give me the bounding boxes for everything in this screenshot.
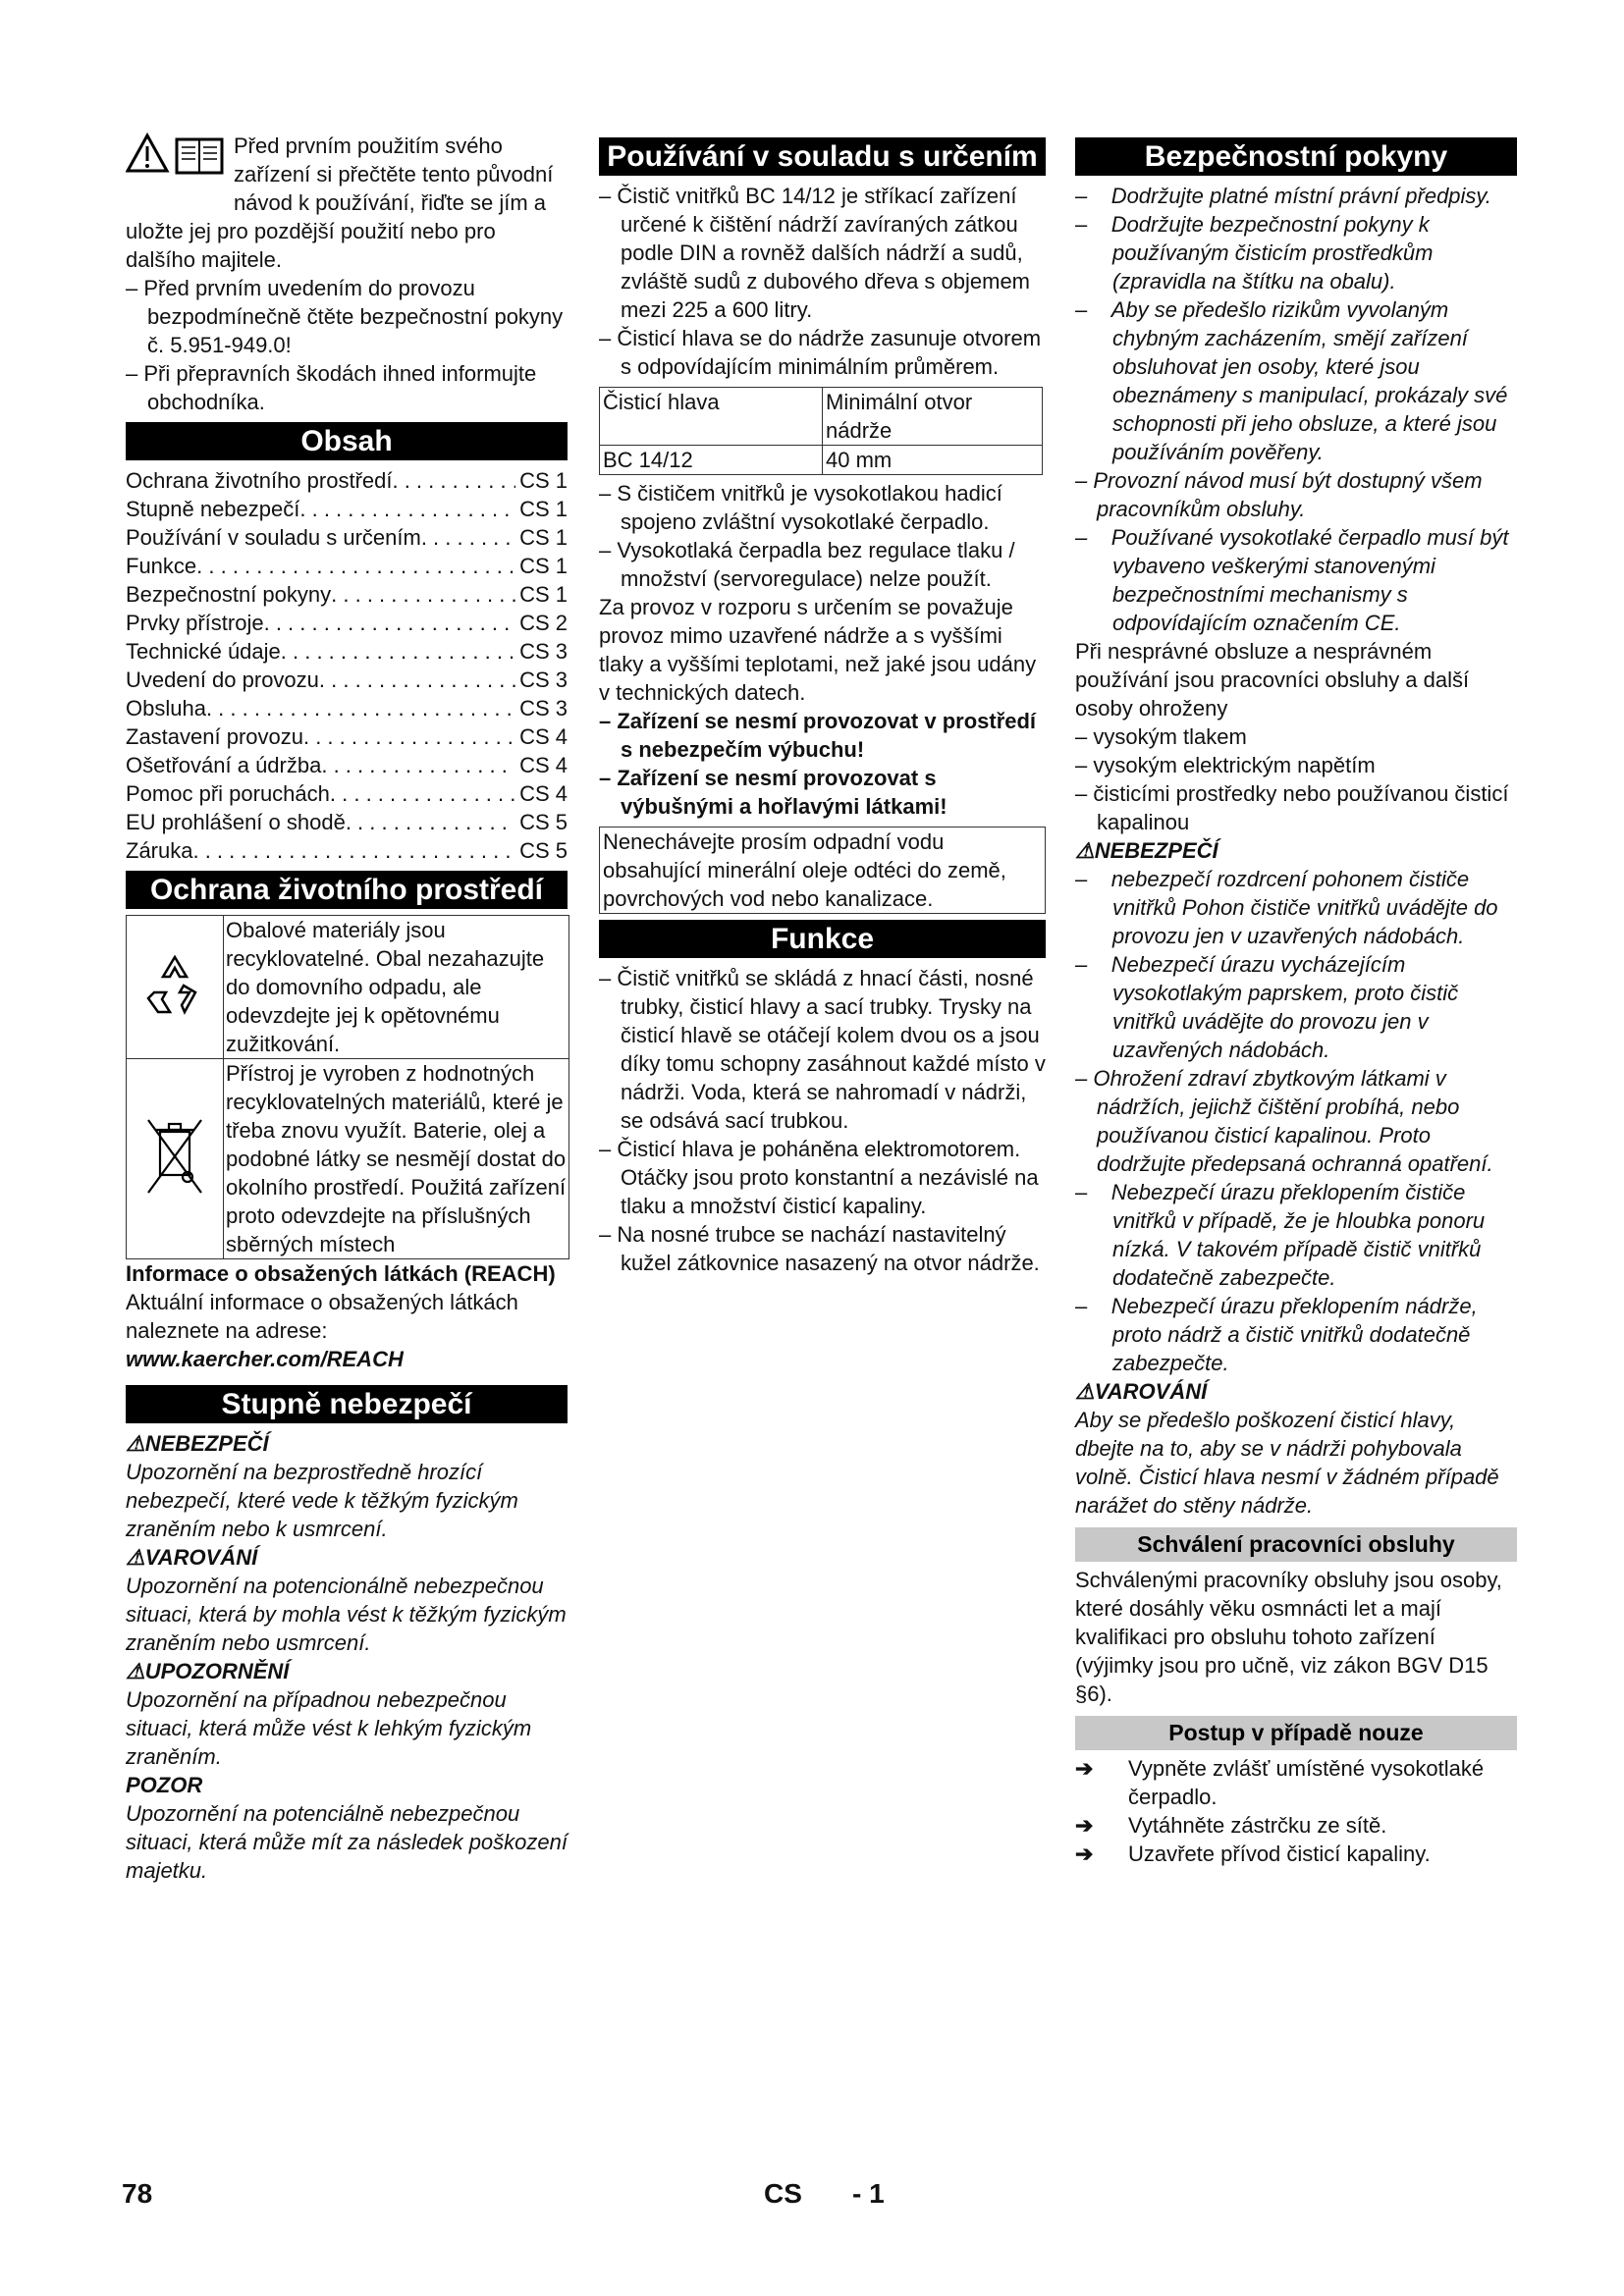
warning-triangle-icon: ⚠	[1075, 838, 1095, 863]
danger-item: – nebezpečí rozdrcení pohonem čističe vnitřků Pohon čističe vnitřků uvádějte do provozu jen v uzavřených nádobách.	[1075, 867, 1498, 948]
footer-section-page: - 1	[852, 2178, 885, 2209]
reach-heading: Informace o obsažených látkách (REACH)	[126, 1261, 556, 1286]
level-text: Upozornění na potencionálně nebezpečnou situaci, která by mohla vést k těžkým fyzickým zraněním nebo usmrcení.	[126, 1574, 567, 1655]
func-heading: Funkce	[599, 920, 1046, 958]
warning-triangle-icon: ⚠	[1075, 1379, 1095, 1404]
column-left	[126, 132, 568, 1885]
arrow-right-icon: ➔	[1075, 1756, 1094, 1781]
intro-item: – Při přepravních škodách ihned informujte obchodníka.	[126, 361, 537, 414]
approved-text: Schválenými pracovníky obsluhy jsou osoby, které dosáhly věku osmnácti let a mají kvalifikaci pro obsluhu tohoto zařízení (výjimky jsou pro učně, viz zákon BGV D15 §6).	[1075, 1568, 1502, 1706]
toc-entry[interactable]: Funkce . . . CS 1	[126, 552, 568, 580]
func-item: – Čistič vnitřků se skládá z hnací části, nosné trubky, čisticí hlavy a sací trubky. Trysky na čisticí hlavě se otáčejí kolem dvou os a jsou díky tomu schopny zasáhnout každé místo v nádrži. Voda, která se nahromadí v nádrži, se odsává sací trubkou.	[599, 966, 1046, 1133]
toc-entry[interactable]: Používání v souladu s určením . . . CS 1	[126, 523, 568, 552]
recycle-text: Obalové materiály jsou recyklovatelné. Obal nezahazujte do domovního odpadu, ale odevzdejte jej k opětovnému zužitkování.	[224, 916, 569, 1059]
levels-list	[126, 1429, 568, 1885]
toc-heading: Obsah	[126, 422, 568, 460]
toc-entry[interactable]: Stupně nebezpečí . . . CS 1	[126, 495, 568, 523]
toc-entry[interactable]: Ošetřování a údržba . . . CS 4	[126, 751, 568, 779]
safety-item: – Provozní návod musí být dostupný všem pracovníkům obsluhy.	[1075, 468, 1483, 521]
level-text: Upozornění na bezprostředně hrozící nebezpečí, které vede k těžkým fyzickým zraněním nebo k usmrcení.	[126, 1460, 518, 1541]
levels-heading: Stupně nebezpečí	[126, 1385, 568, 1423]
func-item: – Na nosné trubce se nachází nastavitelný kužel zátkovnice nasazený na otvor nádrže.	[599, 1222, 1040, 1275]
column-middle	[599, 137, 1046, 1277]
column-right	[1075, 137, 1517, 1868]
warning-triangle-icon: ⚠	[126, 1545, 145, 1570]
emergency-heading: Postup v případě nouze	[1075, 1716, 1517, 1750]
warning-triangle-icon: ⚠	[126, 1659, 145, 1683]
nozzle-table-header: Čisticí hlava	[600, 388, 823, 446]
page-number: 78	[122, 2178, 153, 2209]
toc-entry[interactable]: Bezpečnostní pokyny . . . CS 1	[126, 580, 568, 609]
func-item: – Čisticí hlava je poháněna elektromotorem. Otáčky jsou proto konstantní a nezávislé na tlaku a množství čisticí kapaliny.	[599, 1137, 1039, 1218]
toc-entry[interactable]: Technické údaje . . . CS 3	[126, 637, 568, 666]
toc-entry[interactable]: Ochrana životního prostředí . . . CS 1	[126, 466, 568, 495]
danger-item: – Nebezpečí úrazu vycházejícím vysokotlakým paprskem, proto čistič vnitřků uvádějte do provozu jen v uzavřených nádobách.	[1075, 952, 1459, 1062]
level-label: POZOR	[126, 1773, 203, 1797]
emergency-item: ➔ Vytáhněte zástrčku ze sítě.	[1075, 1813, 1387, 1838]
safety-item: – Používané vysokotlaké čerpadlo musí být vybaveno veškerými stanovenými bezpečnostními mechanismy s odpovídajícím označením CE.	[1075, 525, 1509, 635]
crossed-bin-icon	[140, 1108, 209, 1202]
level-label: ⚠VAROVÁNÍ	[126, 1545, 258, 1570]
nozzle-table-header: Minimální otvor nádrže	[823, 388, 1043, 446]
env-table	[126, 915, 569, 1259]
safety-item: – Dodržujte platné místní právní předpisy.	[1075, 184, 1491, 208]
use-heading: Používání v souladu s určením	[599, 137, 1046, 176]
hazard-item: – čisticími prostředky nebo používanou čisticí kapalinou	[1075, 781, 1509, 834]
use-item: – Čisticí hlava se do nádrže zasunuje otvorem s odpovídajícím minimálním průměrem.	[599, 326, 1042, 379]
nozzle-table-cell: BC 14/12	[600, 446, 823, 475]
nozzle-table-cell: 40 mm	[823, 446, 1043, 475]
recycle-cell	[127, 916, 224, 1059]
env-note-box: Nenechávejte prosím odpadní vodu obsahující minerální oleje odtéci do země, povrchových vod nebo kanalizace.	[599, 827, 1046, 914]
intro-paragraph: Před prvním použitím svého zařízení si přečtěte tento původní návod k používání, řiďte se jím a uložte jej pro pozdější použití nebo pro dalšího majitele.	[126, 133, 554, 272]
warning-triangle-icon: ⚠	[126, 1431, 145, 1456]
warning-text: Aby se předešlo poškození čisticí hlavy, dbejte na to, aby se v nádrži pohybovala volně. Čisticí hlava nesmí v žádném případě narážet do stěny nádrže.	[1075, 1408, 1499, 1518]
warning-manual-icon	[126, 132, 234, 183]
safety-item: – Aby se předešlo rizikům vyvolaným chybným zacházením, smějí zařízení obsluhovat jen osoby, které jsou obeznámeny s manipulací, prokázaly své schopnosti při jeho obsluze, a které jsou používáním pověřeny.	[1075, 297, 1508, 464]
toc-entry[interactable]: Pomoc při poruchách . . . CS 4	[126, 779, 568, 808]
level-text: Upozornění na potenciálně nebezpečnou situaci, která může mít za následek poškození majetku.	[126, 1801, 568, 1883]
danger-item: – Nebezpečí úrazu překlopením čističe vnitřků v případě, že je hloubka ponoru nízká. V takovém případě čistič vnitřků dodatečně zabezpečte.	[1075, 1180, 1486, 1290]
toc-entry[interactable]: Záruka . . . CS 5	[126, 836, 568, 865]
toc-entry[interactable]: Zastavení provozu . . . CS 4	[126, 722, 568, 751]
level-text: Upozornění na případnou nebezpečnou situaci, která může vést k lehkým fyzickým zraněním.	[126, 1687, 532, 1769]
intro-icons	[126, 132, 234, 190]
safety-item: – Dodržujte bezpečnostní pokyny k používaným čisticím prostředkům (zpravidla na štítku na obalu).	[1075, 212, 1434, 294]
bin-cell	[127, 1059, 224, 1259]
use-item: – Vysokotlaká čerpadla bez regulace tlaku / množství (servoregulace) nelze použít.	[599, 538, 1015, 591]
use-bold-item: – Zařízení se nesmí provozovat v prostředí s nebezpečím výbuchu!	[599, 709, 1037, 762]
toc-entry[interactable]: EU prohlášení o shodě . . . CS 5	[126, 808, 568, 836]
warning-label: ⚠VAROVÁNÍ	[1075, 1379, 1208, 1404]
env-heading: Ochrana životního prostředí	[126, 871, 568, 909]
danger-item: – Nebezpečí úrazu překlopením nádrže, proto nádrž a čistič vnitřků dodatečně zabezpečte.	[1075, 1294, 1478, 1375]
danger-item: – Ohrožení zdraví zbytkovým látkami v nádržích, jejichž čištění probíhá, nebo používanou čisticí kapalinou. Proto dodržujte předepsaná ochranná opatření.	[1075, 1066, 1493, 1176]
approved-heading: Schválení pracovníci obsluhy	[1075, 1527, 1517, 1562]
footer-lang: CS	[764, 2178, 802, 2209]
intro-item: – Před prvním uvedením do provozu bezpodmínečně čtěte bezpečnostní pokyny č. 5.951-949.0!	[126, 276, 564, 357]
nozzle-table	[599, 387, 1043, 475]
danger-label: ⚠NEBEZPEČÍ	[1075, 838, 1218, 863]
arrow-right-icon: ➔	[1075, 1842, 1094, 1866]
toc-list	[126, 466, 568, 865]
hazard-item: – vysokým elektrickým napětím	[1075, 753, 1376, 777]
use-item: – S čističem vnitřků je vysokotlakou hadicí spojeno zvláštní vysokotlaké čerpadlo.	[599, 481, 1002, 534]
emergency-item: ➔ Uzavřete přívod čisticí kapaliny.	[1075, 1842, 1431, 1866]
level-label: ⚠UPOZORNĚNÍ	[126, 1659, 290, 1683]
intro-section	[126, 132, 568, 416]
toc-entry[interactable]: Prvky přístroje . . . CS 2	[126, 609, 568, 637]
safety-paragraph: Při nesprávné obsluze a nesprávném používání jsou pracovníci obsluhy a další osoby ohroženy	[1075, 639, 1470, 721]
use-paragraph: Za provoz v rozporu s určením se považuje provoz mimo uzavřené nádrže a s vyššími tlaky a vyššími teplotami, než jaké jsou udány v technických datech.	[599, 595, 1037, 705]
level-label: ⚠NEBEZPEČÍ	[126, 1431, 269, 1456]
use-bold-item: – Zařízení se nesmí provozovat s výbušnými a hořlavými látkami!	[599, 766, 947, 819]
bin-text: Přístroj je vyroben z hodnotných recyklovatelných materiálů, které je třeba znovu využít. Baterie, olej a podobné látky se nesmějí dostat do okolního prostředí. Použitá zařízení proto odevzdejte na příslušných sběrných místech	[224, 1059, 569, 1259]
use-item: – Čistič vnitřků BC 14/12 je stříkací zařízení určené k čištění nádrží zavíraných zátkou podle DIN a rovněž dalších nádrží a sudů, zvláště sudů z dubového dřeva s objemem mezi 225 a 600 litry.	[599, 184, 1031, 322]
hazard-item: – vysokým tlakem	[1075, 724, 1247, 749]
toc-entry[interactable]: Obsluha . . . CS 3	[126, 694, 568, 722]
emergency-item: ➔ Vypněte zvlášť umístěné vysokotlaké čerpadlo.	[1075, 1756, 1485, 1809]
safety-heading: Bezpečnostní pokyny	[1075, 137, 1517, 176]
arrow-right-icon: ➔	[1075, 1813, 1094, 1838]
toc-entry[interactable]: Uvedení do provozu . . . CS 3	[126, 666, 568, 694]
recycle-icon	[140, 949, 209, 1018]
reach-url[interactable]: www.kaercher.com/REACH	[126, 1347, 404, 1371]
reach-text: Aktuální informace o obsažených látkách naleznete na adrese:	[126, 1290, 518, 1343]
